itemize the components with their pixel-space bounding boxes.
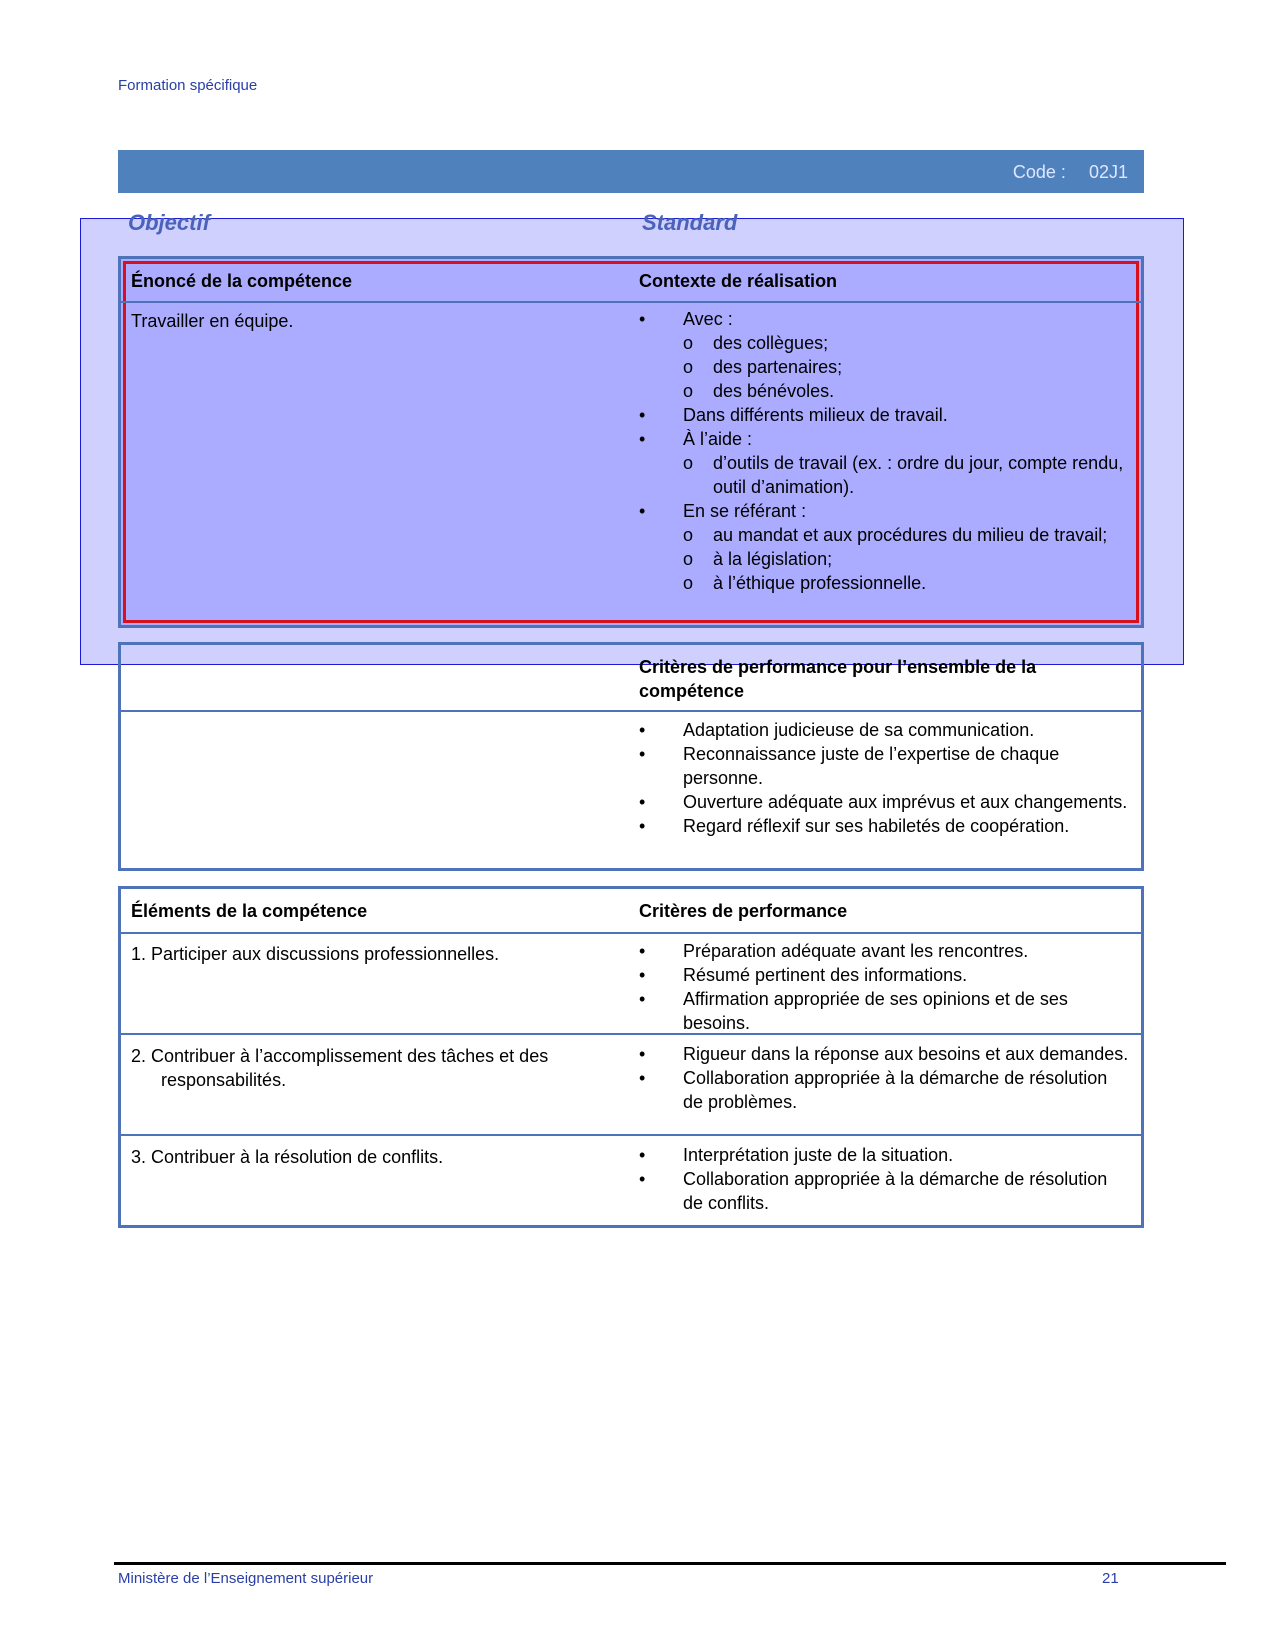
code-label: Code : [1012,162,1066,182]
list-subitem: o à l’éthique professionnelle. [639,571,1129,595]
objective-label: Objectif [128,210,210,235]
document-header: Formation spécifique [118,77,258,94]
list-subitem: o à la législation; [639,547,1129,571]
table-header-row [121,889,1141,934]
elements-header: Éléments de la compétence [131,901,368,921]
list-subitem: o des collègues; [639,331,1129,355]
row-divider [121,1134,1141,1136]
table-header-row [121,645,1141,712]
code-bar [118,150,1144,193]
performance-criteria-header: Critères de performance [639,901,848,921]
list-subitem: o des bénévoles. [639,379,1129,403]
list-item: • Préparation adéquate avant les rencontres. [639,939,1129,963]
context-header: Contexte de réalisation [639,271,838,291]
list-item: • Avec : [639,307,1129,331]
footer-ministry: Ministère de l’Enseignement supérieur [118,1570,374,1587]
list-item: • Dans différents milieux de travail. [639,403,1129,427]
element-1-criteria [639,939,1129,1035]
list-item: • Regard réflexif sur ses habiletés de coopération. [639,814,1129,838]
overall-criteria-list [639,718,1129,838]
row-divider [121,1033,1141,1035]
competence-statement: Travailler en équipe. [131,311,294,331]
list-subitem: o d’outils de travail (ex. : ordre du jour, compte rendu, outil d’animation). [639,451,1129,499]
list-item: • Résumé pertinent des informations. [639,963,1129,987]
competency-code [1013,162,1128,183]
list-item: • Interprétation juste de la situation. [639,1143,1129,1167]
overall-criteria-table [118,642,1144,871]
list-item: • Rigueur dans la réponse aux besoins et aux demandes. [639,1042,1129,1066]
list-subitem: o au mandat et aux procédures du milieu de travail; [639,523,1129,547]
element-3: 3. Contribuer à la résolution de conflits. [131,1147,444,1167]
standard-label: Standard [642,210,738,235]
list-subitem: o des partenaires; [639,355,1129,379]
list-item: • Adaptation judicieuse de sa communication. [639,718,1129,742]
context-list [639,307,1129,595]
element-2: 2. Contribuer à l’accomplissement des tâches et des responsabilités. [131,1046,549,1090]
list-item: • Ouverture adéquate aux imprévus et aux changements. [639,790,1129,814]
overall-criteria-header: Critères de performance pour l’ensemble de la compétence [639,657,1037,701]
element-2-criteria [639,1042,1129,1114]
page-number: 21 [1102,1570,1119,1587]
table-header-row [121,259,1141,303]
footer-divider [114,1562,1226,1565]
list-item: • À l’aide : [639,427,1129,451]
list-item: • Collaboration appropriée à la démarche de résolution de conflits. [639,1167,1129,1215]
element-1: 1. Participer aux discussions professionnelles. [131,944,500,964]
elements-table [118,886,1144,1228]
competence-statement-table [118,256,1144,628]
code-value: 02J1 [1088,162,1128,182]
list-item: • Affirmation appropriée de ses opinions et de ses besoins. [639,987,1129,1035]
element-3-criteria [639,1143,1129,1215]
list-item: • En se référant : [639,499,1129,523]
competence-statement-header: Énoncé de la compétence [131,271,353,291]
list-item: • Collaboration appropriée à la démarche de résolution de problèmes. [639,1066,1129,1114]
list-item: • Reconnaissance juste de l’expertise de chaque personne. [639,742,1129,790]
objective-standard-row [118,210,1144,238]
